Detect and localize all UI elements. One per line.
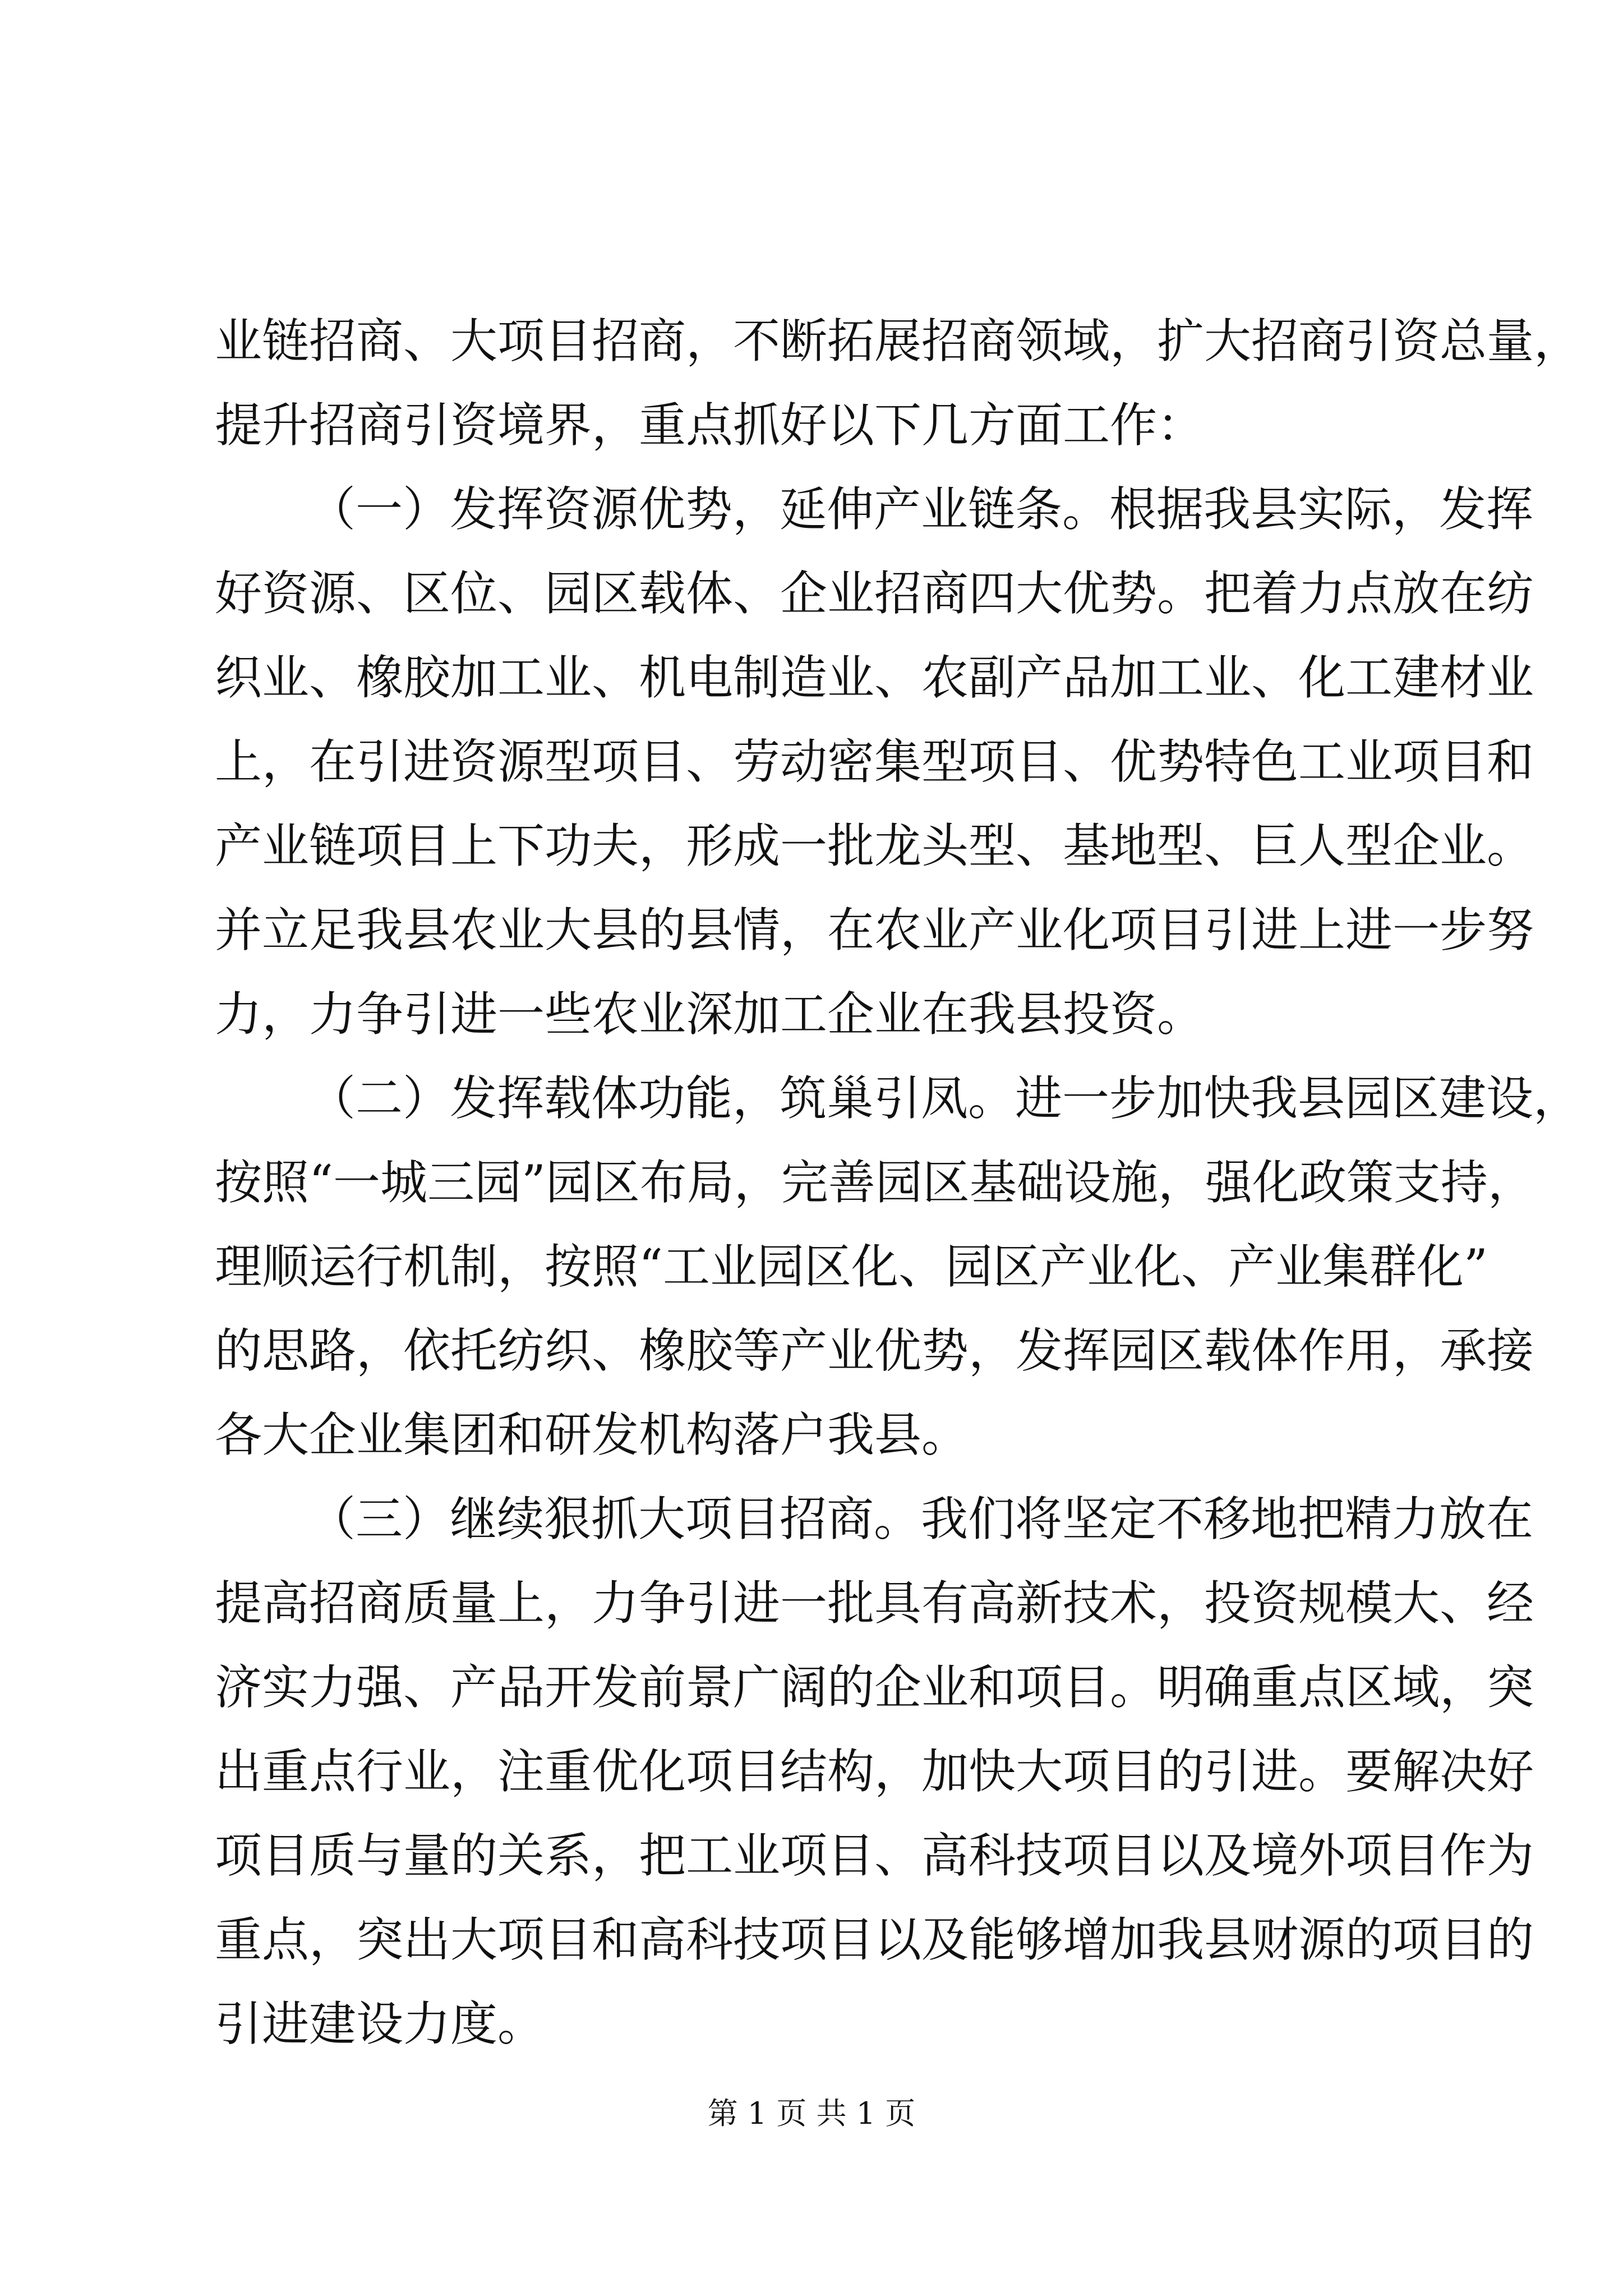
body-text-line: 织业、橡胶加工业、机电制造业、农副产品加工业、化工建材业 xyxy=(215,650,1534,705)
body-text-line: 按照“一城三园”园区布局，完善园区基础设施，强化政策支持， xyxy=(215,1155,1535,1210)
body-text-line: 济实力强、产品开发前景广阔的企业和项目。明确重点区域，突 xyxy=(215,1660,1534,1715)
body-text-line: 的思路，依托纺织、橡胶等产业优势，发挥园区载体作用，承接 xyxy=(215,1323,1534,1378)
body-text-line: 力，力争引进一些农业深加工企业在我县投资。 xyxy=(215,987,1205,1042)
body-text-line: 项目质与量的关系，把工业项目、高科技项目以及境外项目作为 xyxy=(215,1828,1534,1883)
body-text-line: 出重点行业，注重优化项目结构，加快大项目的引进。要解决好 xyxy=(215,1744,1534,1799)
body-text-line: 理顺运行机制，按照“工业园区化、园区产业化、产业集群化” xyxy=(215,1239,1488,1294)
section-heading-line: （一）发挥资源优势，延伸产业链条。根据我县实际，发挥 xyxy=(308,482,1534,537)
body-text-line: 产业链项目上下功夫，形成一批龙头型、基地型、巨人型企业。 xyxy=(215,818,1534,873)
body-text-line: 提升招商引资境界，重点抓好以下几方面工作： xyxy=(215,398,1205,453)
page-number-footer: 第 1 页 共 1 页 xyxy=(707,2096,916,2131)
body-text-line: 重点，突出大项目和高科技项目以及能够增加我县财源的项目的 xyxy=(215,1912,1534,1967)
body-text-line: 好资源、区位、园区载体、企业招商四大优势。把着力点放在纺 xyxy=(215,566,1534,621)
body-text-line: 引进建设力度。 xyxy=(215,1996,545,2051)
section-heading-line: （二）发挥载体功能，筑巢引凤。进一步加快我县园区建设， xyxy=(308,1071,1581,1126)
section-heading-line: （三）继续狠抓大项目招商。我们将坚定不移地把精力放在 xyxy=(308,1492,1534,1547)
body-text-line: 上，在引进资源型项目、劳动密集型项目、优势特色工业项目和 xyxy=(215,734,1534,789)
body-text-line: 提高招商质量上，力争引进一批具有高新技术，投资规模大、经 xyxy=(215,1576,1534,1631)
body-text-line: 各大企业集团和研发机构落户我县。 xyxy=(215,1407,969,1462)
body-text-line: 并立足我县农业大县的县情，在农业产业化项目引进上进一步努 xyxy=(215,903,1534,958)
body-text-line: 业链招商、大项目招商，不断拓展招商领域，扩大招商引资总量， xyxy=(215,314,1581,369)
